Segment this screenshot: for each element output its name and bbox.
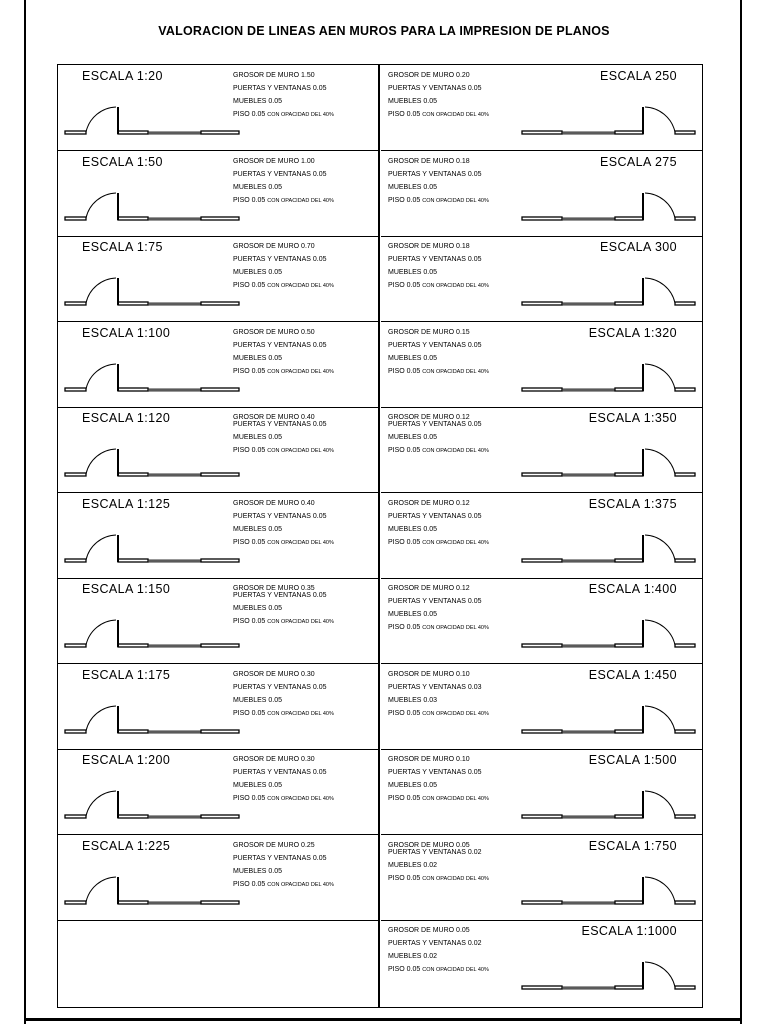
wall-segment: [118, 815, 148, 818]
opacity-note: CON OPACIDAD DEL 40%: [422, 875, 489, 882]
wall-plan-drawing: [58, 236, 380, 322]
scale-label: ESCALA 1:320: [588, 325, 677, 340]
floor-value: PISO 0.05: [388, 624, 421, 631]
door-swing-arc: [645, 962, 675, 987]
doors-windows-text: PUERTAS Y VENTANAS 0.05: [388, 341, 482, 349]
wall-segment: [65, 217, 86, 220]
doors-windows-text: PUERTAS Y VENTANAS 0.05: [233, 85, 327, 92]
wall-segment: [118, 302, 148, 305]
scale-cell-right: [381, 65, 703, 151]
floor-value: PISO 0.05: [233, 795, 266, 802]
door-swing-arc: [645, 193, 675, 218]
wall-segment: [201, 644, 239, 647]
door-swing-arc: [645, 364, 675, 389]
opacity-note: CON OPACIDAD DEL 40%: [422, 368, 489, 375]
scale-label: ESCALA 275: [600, 154, 677, 169]
scale-label: ESCALA 1:50: [82, 154, 163, 169]
wall-plan-drawing: [381, 65, 703, 151]
floor-value: PISO 0.05: [233, 880, 266, 888]
scale-cell-right: [381, 236, 703, 322]
furniture-text: MUEBLES 0.05: [388, 525, 438, 533]
wall-segment: [65, 302, 86, 305]
opacity-note: CON OPACIDAD DEL 40%: [267, 283, 334, 289]
wall-segment: [65, 901, 86, 904]
scale-label: ESCALA 1:125: [82, 496, 171, 511]
scale-cell-right: [381, 920, 703, 1006]
wall-segment: [201, 388, 239, 391]
door-swing-arc: [86, 193, 116, 218]
scale-cell-left: [58, 493, 380, 579]
opacity-note: CON OPACIDAD DEL 40%: [267, 710, 334, 717]
wall-segment: [522, 217, 562, 220]
furniture-text: MUEBLES 0.02: [388, 861, 438, 869]
opacity-note: CON OPACIDAD DEL 40%: [422, 625, 489, 631]
wall-plan-drawing: [381, 493, 703, 579]
opacity-note: CON OPACIDAD DEL 40%: [267, 881, 334, 888]
doors-windows-text: PUERTAS Y VENTANAS 0.05: [233, 592, 327, 599]
wall-plan-drawing: [58, 578, 380, 664]
door-swing-arc: [645, 877, 675, 902]
furniture-text: MUEBLES 0.05: [233, 434, 283, 441]
furniture-text: MUEBLES 0.05: [388, 354, 438, 362]
wall-plan-drawing: [58, 407, 380, 493]
wall-segment: [65, 644, 86, 647]
opacity-note: CON OPACIDAD DEL 40%: [422, 710, 489, 717]
floor-value: PISO 0.05: [388, 538, 421, 546]
doors-windows-text: PUERTAS Y VENTANAS 0.05: [388, 85, 482, 92]
furniture-text: MUEBLES 0.05: [388, 98, 438, 105]
wall-segment: [118, 644, 148, 647]
wall-plan-drawing: [381, 920, 703, 1006]
scale-cell-right: [381, 835, 703, 921]
doors-windows-text: PUERTAS Y VENTANAS 0.05: [233, 256, 327, 263]
wall-thickness-text: GROSOR DE MURO 0.40: [233, 499, 315, 507]
wall-segment: [615, 388, 643, 391]
scale-cell-left: [58, 749, 380, 835]
wall-segment: [675, 559, 695, 562]
wall-thickness-text: GROSOR DE MURO 0.15: [388, 328, 470, 336]
opacity-note: CON OPACIDAD DEL 40%: [422, 112, 489, 118]
wall-segment: [201, 131, 239, 134]
wall-thickness-text: GROSOR DE MURO 0.05: [388, 841, 470, 849]
wall-segment: [675, 815, 695, 818]
floor-value: PISO 0.05: [388, 111, 421, 118]
scale-label: ESCALA 1:450: [588, 667, 677, 682]
wall-segment: [201, 217, 239, 220]
wall-plan-drawing: [58, 749, 380, 835]
doors-windows-text: PUERTAS Y VENTANAS 0.02: [388, 940, 482, 947]
wall-segment: [615, 901, 643, 904]
doors-windows-text: PUERTAS Y VENTANAS 0.05: [233, 341, 327, 349]
floor-value: PISO 0.05: [233, 618, 266, 625]
wall-plan-drawing: [58, 835, 380, 921]
scale-label: ESCALA 250: [600, 69, 677, 83]
wall-segment: [201, 815, 239, 818]
wall-segment: [675, 644, 695, 647]
door-swing-arc: [645, 791, 675, 816]
scale-label: ESCALA 1:100: [82, 325, 171, 340]
wall-thickness-text: GROSOR DE MURO 0.12: [388, 499, 470, 507]
wall-plan-drawing: [58, 151, 380, 237]
wall-segment: [615, 730, 643, 733]
door-swing-arc: [86, 620, 116, 645]
floor-value: PISO 0.05: [233, 447, 266, 454]
floor-value: PISO 0.05: [233, 709, 266, 717]
floor-value: PISO 0.05: [233, 367, 266, 375]
wall-segment: [675, 131, 695, 134]
scale-label: ESCALA 1:400: [588, 582, 677, 596]
opacity-note: CON OPACIDAD DEL 40%: [422, 197, 489, 204]
wall-plan-drawing: [58, 65, 380, 151]
wall-segment: [522, 644, 562, 647]
page-edge-right: [740, 0, 742, 1024]
scale-label: ESCALA 1:225: [82, 838, 171, 853]
doors-windows-text: PUERTAS Y VENTANAS 0.05: [388, 256, 482, 263]
wall-plan-drawing: [58, 493, 380, 579]
wall-thickness-text: GROSOR DE MURO 0.30: [233, 670, 315, 678]
scale-cell-left: [58, 578, 380, 664]
wall-plan-drawing: [381, 578, 703, 664]
wall-segment: [675, 473, 695, 476]
wall-segment: [65, 559, 86, 562]
opacity-note: CON OPACIDAD DEL 40%: [267, 368, 334, 375]
scale-cell-right: [381, 407, 703, 493]
wall-segment: [118, 559, 148, 562]
furniture-text: MUEBLES 0.05: [388, 611, 438, 618]
wall-segment: [118, 901, 148, 904]
floor-value: PISO 0.05: [388, 367, 421, 375]
furniture-text: MUEBLES 0.05: [233, 269, 283, 276]
wall-segment: [615, 217, 643, 220]
door-swing-arc: [86, 706, 116, 731]
door-swing-arc: [645, 706, 675, 731]
wall-segment: [522, 388, 562, 391]
doors-windows-text: PUERTAS Y VENTANAS 0.02: [388, 848, 482, 856]
scale-cell-right: [381, 749, 703, 835]
scale-cell-left: [58, 664, 380, 750]
scale-label: ESCALA 1:200: [82, 753, 171, 767]
wall-segment: [615, 473, 643, 476]
scale-cell-left: [58, 236, 380, 322]
wall-thickness-text: GROSOR DE MURO 0.05: [388, 927, 470, 934]
furniture-text: MUEBLES 0.05: [388, 434, 438, 441]
scale-cell-right: [381, 322, 703, 408]
doors-windows-text: PUERTAS Y VENTANAS 0.05: [233, 421, 327, 428]
wall-segment: [615, 131, 643, 134]
doors-windows-text: PUERTAS Y VENTANAS 0.05: [388, 769, 482, 776]
wall-segment: [201, 901, 239, 904]
opacity-note: CON OPACIDAD DEL 40%: [267, 619, 334, 625]
furniture-text: MUEBLES 0.05: [388, 782, 438, 789]
floor-value: PISO 0.05: [233, 538, 266, 546]
opacity-note: CON OPACIDAD DEL 40%: [267, 539, 334, 546]
wall-thickness-text: GROSOR DE MURO 0.30: [233, 756, 315, 763]
opacity-note: CON OPACIDAD DEL 40%: [267, 796, 334, 802]
wall-thickness-text: GROSOR DE MURO 0.18: [388, 243, 470, 250]
scale-label: ESCALA 300: [600, 240, 677, 254]
furniture-text: MUEBLES 0.05: [233, 782, 283, 789]
opacity-note: CON OPACIDAD DEL 40%: [422, 283, 489, 289]
wall-plan-drawing: [381, 407, 703, 493]
scale-label: ESCALA 1:750: [588, 838, 677, 853]
wall-plan-drawing: [381, 151, 703, 237]
wall-thickness-text: GROSOR DE MURO 0.12: [388, 414, 470, 421]
wall-segment: [201, 730, 239, 733]
opacity-note: CON OPACIDAD DEL 40%: [422, 448, 489, 454]
doors-windows-text: PUERTAS Y VENTANAS 0.05: [233, 512, 327, 520]
wall-thickness-text: GROSOR DE MURO 0.10: [388, 756, 470, 763]
wall-segment: [201, 559, 239, 562]
scale-cell-left: [58, 322, 380, 408]
scale-cell-left: [58, 65, 380, 151]
wall-plan-drawing: [381, 664, 703, 750]
wall-segment: [615, 559, 643, 562]
wall-segment: [675, 302, 695, 305]
scale-label: ESCALA 1:75: [82, 240, 163, 254]
door-swing-arc: [645, 620, 675, 645]
wall-segment: [675, 901, 695, 904]
opacity-note: CON OPACIDAD DEL 40%: [422, 796, 489, 802]
wall-thickness-text: GROSOR DE MURO 0.50: [233, 328, 315, 336]
wall-thickness-text: GROSOR DE MURO 0.12: [388, 585, 470, 592]
wall-thickness-text: GROSOR DE MURO 0.25: [233, 841, 315, 849]
opacity-note: CON OPACIDAD DEL 40%: [267, 197, 334, 204]
doors-windows-text: PUERTAS Y VENTANAS 0.05: [233, 854, 327, 862]
wall-segment: [522, 559, 562, 562]
wall-segment: [675, 388, 695, 391]
wall-segment: [118, 473, 148, 476]
wall-segment: [65, 473, 86, 476]
wall-plan-drawing: [381, 322, 703, 408]
wall-segment: [118, 730, 148, 733]
wall-thickness-text: GROSOR DE MURO 1.50: [233, 72, 315, 79]
wall-plan-drawing: [58, 322, 380, 408]
wall-thickness-text: GROSOR DE MURO 0.20: [388, 72, 470, 79]
scale-label: ESCALA 1:120: [82, 411, 171, 425]
wall-segment: [118, 217, 148, 220]
page-bottom-edge: [24, 1018, 742, 1021]
scale-label: ESCALA 1:375: [588, 496, 677, 511]
page-edge-left: [24, 0, 26, 1024]
wall-segment: [615, 644, 643, 647]
door-swing-arc: [86, 791, 116, 816]
wall-plan-drawing: [381, 236, 703, 322]
floor-value: PISO 0.05: [388, 196, 421, 204]
wall-plan-drawing: [381, 749, 703, 835]
doors-windows-text: PUERTAS Y VENTANAS 0.05: [388, 421, 482, 428]
door-swing-arc: [86, 535, 116, 560]
wall-segment: [201, 473, 239, 476]
wall-segment: [615, 986, 643, 989]
floor-value: PISO 0.05: [233, 282, 266, 289]
wall-segment: [65, 815, 86, 818]
floor-value: PISO 0.05: [388, 874, 421, 882]
doors-windows-text: PUERTAS Y VENTANAS 0.05: [388, 170, 482, 178]
scale-cell-left: [58, 407, 380, 493]
door-swing-arc: [645, 535, 675, 560]
wall-segment: [522, 730, 562, 733]
scale-cell-right: [381, 578, 703, 664]
wall-segment: [118, 388, 148, 391]
furniture-text: MUEBLES 0.02: [388, 953, 438, 960]
floor-value: PISO 0.05: [388, 709, 421, 717]
furniture-text: MUEBLES 0.03: [388, 696, 438, 704]
wall-segment: [675, 986, 695, 989]
door-swing-arc: [645, 449, 675, 474]
wall-thickness-text: GROSOR DE MURO 0.10: [388, 670, 470, 678]
wall-thickness-text: GROSOR DE MURO 0.70: [233, 243, 315, 250]
scale-label: ESCALA 1:20: [82, 69, 163, 83]
wall-segment: [65, 388, 86, 391]
doors-windows-text: PUERTAS Y VENTANAS 0.05: [388, 512, 482, 520]
opacity-note: CON OPACIDAD DEL 40%: [267, 448, 334, 454]
wall-plan-drawing: [58, 664, 380, 750]
furniture-text: MUEBLES 0.05: [388, 183, 438, 191]
wall-segment: [65, 730, 86, 733]
doors-windows-text: PUERTAS Y VENTANAS 0.05: [233, 769, 327, 776]
floor-value: PISO 0.05: [233, 111, 266, 118]
door-swing-arc: [86, 278, 116, 303]
door-swing-arc: [86, 877, 116, 902]
wall-segment: [65, 131, 86, 134]
furniture-text: MUEBLES 0.05: [233, 605, 283, 612]
scale-label: ESCALA 1:150: [82, 582, 171, 596]
document-title: VALORACION DE LINEAS AEN MUROS PARA LA IMPRESION DE PLANOS: [158, 24, 610, 38]
wall-plan-drawing: [381, 835, 703, 921]
doors-windows-text: PUERTAS Y VENTANAS 0.05: [388, 598, 482, 605]
wall-segment: [522, 901, 562, 904]
door-swing-arc: [86, 364, 116, 389]
wall-segment: [615, 815, 643, 818]
floor-value: PISO 0.05: [388, 282, 421, 289]
furniture-text: MUEBLES 0.05: [233, 183, 283, 191]
wall-thickness-text: GROSOR DE MURO 1.00: [233, 157, 315, 165]
floor-value: PISO 0.05: [388, 795, 421, 802]
wall-segment: [522, 131, 562, 134]
scale-cell-left: [58, 835, 380, 921]
opacity-note: CON OPACIDAD DEL 40%: [267, 112, 334, 118]
scale-cell-right: [381, 151, 703, 237]
floor-value: PISO 0.05: [388, 966, 421, 973]
wall-segment: [675, 217, 695, 220]
door-swing-arc: [645, 107, 675, 132]
wall-segment: [615, 302, 643, 305]
wall-segment: [522, 815, 562, 818]
door-swing-arc: [86, 449, 116, 474]
furniture-text: MUEBLES 0.05: [233, 98, 283, 105]
wall-thickness-text: GROSOR DE MURO 0.40: [233, 414, 315, 421]
doors-windows-text: PUERTAS Y VENTANAS 0.05: [233, 170, 327, 178]
wall-thickness-text: GROSOR DE MURO 0.35: [233, 585, 315, 592]
scale-label: ESCALA 1:1000: [581, 924, 677, 938]
wall-segment: [675, 730, 695, 733]
opacity-note: CON OPACIDAD DEL 40%: [422, 967, 489, 973]
furniture-text: MUEBLES 0.05: [233, 696, 283, 704]
furniture-text: MUEBLES 0.05: [233, 867, 283, 875]
wall-segment: [118, 131, 148, 134]
doors-windows-text: PUERTAS Y VENTANAS 0.05: [233, 683, 327, 691]
doors-windows-text: PUERTAS Y VENTANAS 0.03: [388, 683, 482, 691]
furniture-text: MUEBLES 0.05: [233, 525, 283, 533]
door-swing-arc: [86, 107, 116, 132]
scale-label: ESCALA 1:175: [82, 667, 171, 682]
scale-label: ESCALA 1:500: [588, 753, 677, 767]
wall-segment: [201, 302, 239, 305]
furniture-text: MUEBLES 0.05: [233, 354, 283, 362]
wall-thickness-text: GROSOR DE MURO 0.18: [388, 157, 470, 165]
floor-value: PISO 0.05: [233, 196, 266, 204]
wall-segment: [522, 986, 562, 989]
furniture-text: MUEBLES 0.05: [388, 269, 438, 276]
wall-segment: [522, 473, 562, 476]
door-swing-arc: [645, 278, 675, 303]
wall-segment: [522, 302, 562, 305]
scale-cell-right: [381, 664, 703, 750]
opacity-note: CON OPACIDAD DEL 40%: [422, 539, 489, 546]
scale-label: ESCALA 1:350: [588, 411, 677, 425]
scale-cell-right: [381, 493, 703, 579]
scale-cell-left: [58, 151, 380, 237]
floor-value: PISO 0.05: [388, 447, 421, 454]
